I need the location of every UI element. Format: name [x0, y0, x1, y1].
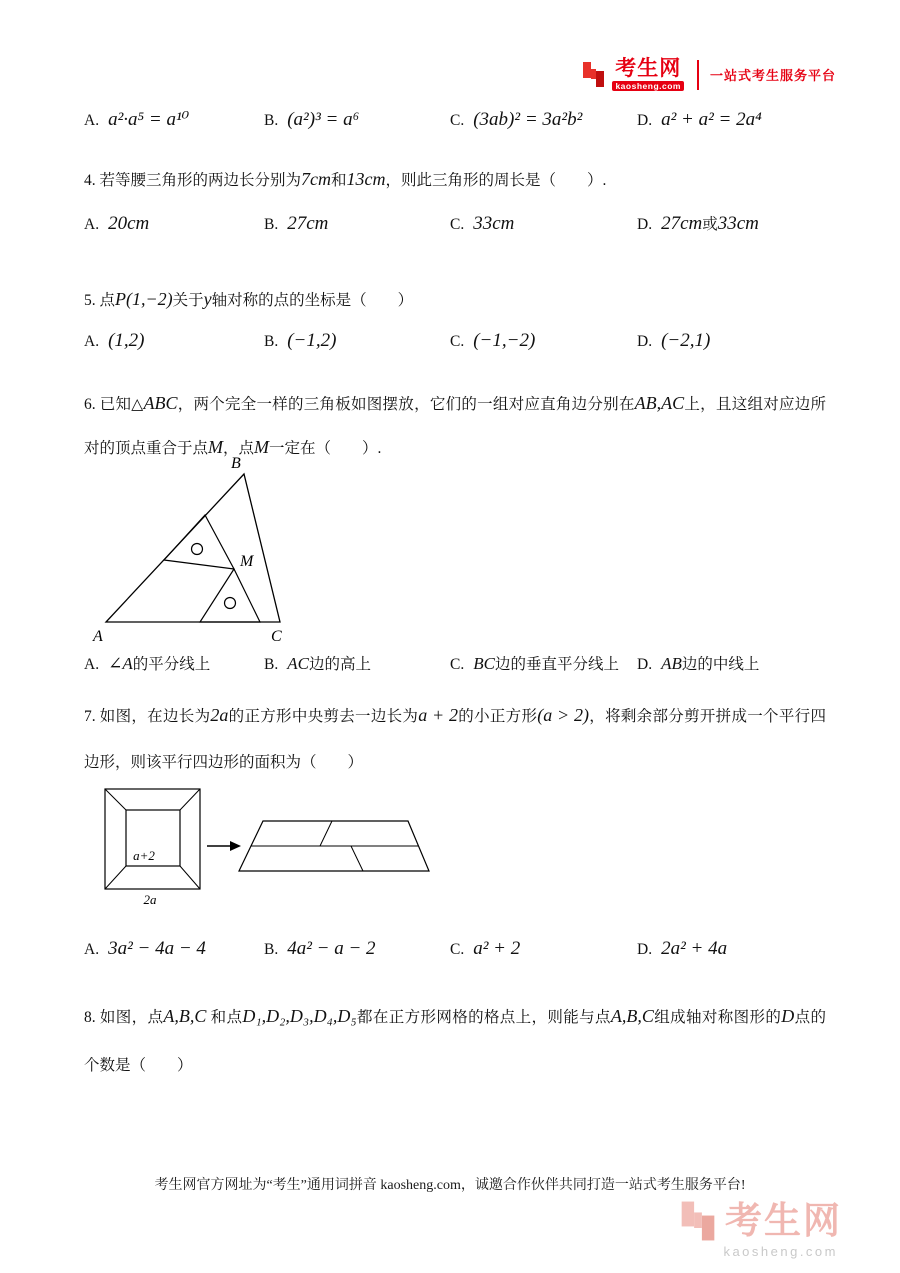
question-7-stem: 7. 如图，在边长为2a的正方形中央剪去一边长为a + 2的小正方形(a > 2)，将剩余部分剪开拼成一个平行四边形，则该平行四边形的面积为（ ） — [84, 705, 826, 771]
option-letter: B. — [264, 941, 279, 958]
option-letter: D. — [637, 333, 653, 350]
option-letter: B. — [264, 112, 279, 129]
logo-title: 考生网 — [615, 57, 682, 80]
q4-option-b — [264, 213, 450, 235]
question-8-stem: 8. 如图，点A,B,C 和点D₁,D₂,D₃,D₄,D₅都在正方形网格的格点上，则能与点A,B,C组成轴对称图形的D点的个数是（ ） — [84, 1006, 826, 1074]
q5-option-c — [450, 330, 637, 352]
mitre-lines — [105, 789, 200, 889]
q3-option-b — [264, 109, 450, 131]
kaosheng-logo — [582, 58, 836, 91]
option-letter: B. — [264, 656, 279, 673]
logo-tagline: 一站式考生服务平台 — [709, 68, 836, 83]
option-letter: D. — [637, 216, 653, 233]
option-value: BC边的垂直平分线上 — [473, 654, 619, 673]
q6-option-a — [84, 652, 264, 674]
q6-triangle-figure — [92, 452, 307, 652]
q6-option-d — [637, 652, 876, 674]
q4-option-d — [637, 212, 876, 235]
option-value: (−1,−2) — [473, 330, 536, 351]
option-letter: C. — [450, 941, 465, 958]
watermark-row — [680, 1200, 842, 1242]
option-value: 2a² + 4a — [661, 938, 728, 959]
footer-text: 考生网官方网址为“考生”通用词拼音 kaosheng.com，诚邀合作伙伴共同打造一站式考生服务平台! — [154, 1178, 746, 1193]
option-letter: A. — [84, 656, 100, 673]
logo-divider — [697, 60, 699, 90]
option-value: (1,2) — [108, 330, 145, 351]
watermark-domain: kaosheng.com — [723, 1244, 838, 1259]
vertex-label-b: B — [231, 455, 241, 472]
option-value: (−1,2) — [287, 330, 337, 351]
option-letter: A. — [84, 112, 100, 129]
option-letter: C. — [450, 112, 465, 129]
triangle-abc-outline — [106, 474, 280, 622]
set-square-lower-hole — [225, 598, 236, 609]
option-value: (3ab)² = 3a²b² — [473, 109, 583, 130]
option-letter: C. — [450, 656, 465, 673]
option-value: a² + 2 — [473, 938, 521, 959]
q6-option-c — [450, 652, 637, 674]
option-value: a² + a² = 2a⁴ — [661, 109, 762, 130]
q7-option-a — [84, 938, 264, 960]
question-3-options — [84, 108, 876, 131]
logo-domain: kaosheng.com — [612, 81, 684, 91]
option-value: 33cm — [473, 213, 515, 234]
inner-square-label: a+2 — [133, 848, 155, 863]
option-letter: D. — [637, 112, 653, 129]
option-value: AB边的中线上 — [661, 654, 760, 673]
kaosheng-logo-icon — [582, 61, 605, 88]
q3-option-c — [450, 109, 637, 131]
q4-option-c — [450, 213, 637, 235]
option-letter: B. — [264, 216, 279, 233]
q5-option-b — [264, 330, 450, 352]
option-value: 3a² − 4a − 4 — [108, 938, 206, 959]
outer-square-label: 2a — [143, 892, 157, 907]
option-letter: D. — [637, 941, 653, 958]
option-value: ∠A的平分线上 — [108, 654, 211, 673]
q7-option-d — [637, 938, 876, 960]
option-value: 4a² − a − 2 — [287, 938, 376, 959]
question-4-options — [84, 212, 876, 235]
q7-option-c — [450, 938, 637, 960]
question-6-options — [84, 652, 876, 674]
kaosheng-watermark — [680, 1200, 842, 1259]
question-4-stem: 4. 若等腰三角形的两边长分别为7cm和13cm，则此三角形的周长是（ ）. — [84, 169, 607, 189]
q3-option-a — [84, 108, 264, 131]
option-value: 20cm — [108, 213, 150, 234]
option-value: (a²)³ = a⁶ — [287, 109, 360, 130]
option-value: 27cm — [287, 213, 329, 234]
option-value: a²·a⁵ = a¹⁰ — [108, 109, 190, 130]
kaosheng-watermark-icon — [680, 1200, 716, 1242]
option-letter: A. — [84, 333, 100, 350]
q4-option-a — [84, 213, 264, 235]
set-square-lower — [200, 569, 260, 622]
arrow-head-icon — [230, 841, 241, 851]
q7-option-b — [264, 938, 450, 960]
question-7-options — [84, 938, 876, 960]
option-letter: A. — [84, 941, 100, 958]
option-letter: C. — [450, 216, 465, 233]
vertex-label-c: C — [271, 628, 282, 645]
point-label-m: M — [240, 553, 254, 570]
set-square-upper-hole — [192, 544, 203, 555]
question-5-options — [84, 330, 876, 352]
option-value: 27cm或33cm — [661, 213, 759, 234]
q5-option-a — [84, 330, 264, 352]
q3-option-d — [637, 109, 876, 131]
option-value: AC边的高上 — [287, 654, 371, 673]
logo-text-block — [612, 58, 684, 91]
question-5-stem: 5. 点P(1,−2)关于y轴对称的点的坐标是（ ） — [84, 289, 414, 309]
option-value: (−2,1) — [661, 330, 711, 351]
option-letter: D. — [637, 656, 653, 673]
option-letter: C. — [450, 333, 465, 350]
option-letter: B. — [264, 333, 279, 350]
q5-option-d — [637, 330, 876, 352]
vertex-label-a: A — [93, 628, 103, 645]
q7-square-parallelogram-figure — [100, 782, 445, 910]
option-letter: A. — [84, 216, 100, 233]
q6-option-b — [264, 652, 450, 674]
question-6-stem: 6. 已知△ABC，两个完全一样的三角板如图摆放，它们的一组对应直角边分别在AB,AC上，且这组对应边所对的顶点重合于点M，点M一定在（ ）. — [84, 393, 826, 457]
watermark-title: 考生网 — [725, 1200, 842, 1241]
